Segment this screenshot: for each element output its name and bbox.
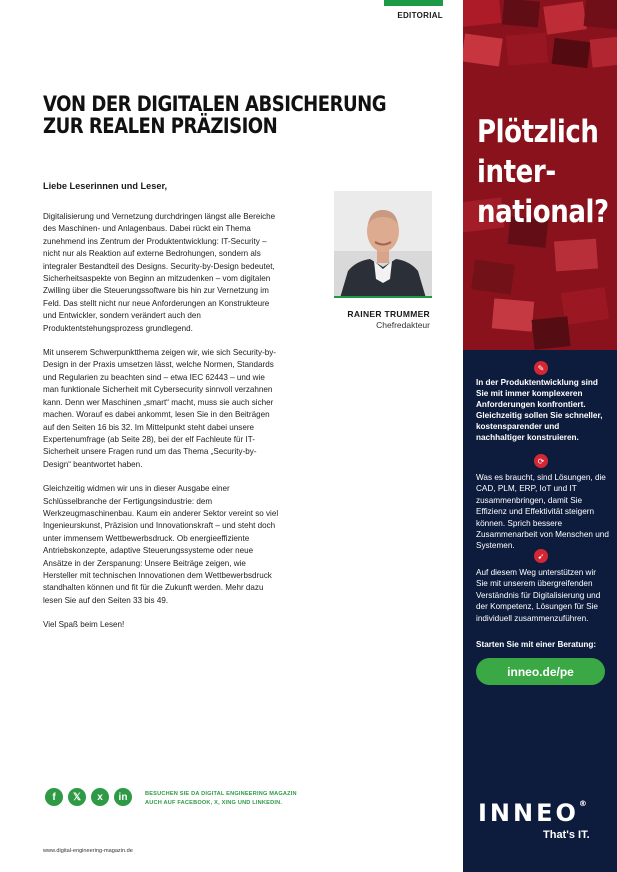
section-accent-bar — [384, 0, 443, 6]
pointer-icon: ➹ — [534, 549, 548, 563]
inneo-logo — [478, 799, 587, 827]
registered-mark: ® — [578, 799, 587, 808]
linkedin-icon[interactable]: in — [114, 788, 132, 806]
paragraph: Gleichzeitig widmen wir uns in dieser Ausgabe einer Schlüsselbranche der Fertigungsindustrie: dem Werkzeugmaschinenbau. Kaum ein anderer Sektor vereint so viel Ingenieurskunst, Präzision und Innovationskraft – und steht doch unter immensem Wettbewerbsdruck. Ob energieeffiziente Antriebskonzepte, adaptive Steuerungssysteme oder neue Ansätze in der Zerspanung: Unsere Beiträge zeigen, wie Hersteller mit technischen Innovationen dem Wettbewerbsdruck standhalten können und fit für die Zukunft werden. Mehr dazu lesen Sie auf den Seiten 33 bis 49. — [43, 484, 279, 605]
social-links — [45, 788, 132, 806]
ad-url-button[interactable]: inneo.de/pe — [476, 658, 605, 685]
photo-accent-line — [334, 296, 432, 298]
facebook-icon[interactable]: f — [45, 788, 63, 806]
ad-slogan: That's IT. — [543, 829, 590, 841]
cycle-icon: ⟳ — [534, 454, 548, 468]
page-title — [43, 93, 387, 137]
xing-icon[interactable]: x — [91, 788, 109, 806]
wrench-icon: ✎ — [534, 361, 548, 375]
advertisement — [463, 0, 617, 872]
social-callout-line: BESUCHEN SIE DA DIGITAL ENGINEERING MAGAZIN — [145, 791, 297, 797]
footer-url: www.digital-engineering-magazin.de — [43, 848, 133, 854]
ad-body-2: Auf diesem Weg unterstützen wir Sie mit unserem übergreifenden Verständnis für Digitalisierung und der Kompetenz, Lösungen für Sie individuell zusammenzuführen. — [476, 568, 601, 623]
ad-headline-line: national? — [477, 194, 609, 230]
ad-intro: In der Produktentwicklung sind Sie mit immer komplexeren Anforderungen konfrontiert. Gleichzeitig sollen Sie schneller, kostensparender und nachhaltiger konstruieren. — [476, 378, 603, 442]
ad-headline-line: inter- — [477, 154, 556, 190]
author-role: Chefredakteur — [376, 320, 430, 330]
ad-flags-background — [463, 0, 617, 350]
salutation: Liebe Leserinnen und Leser, — [43, 181, 168, 191]
ad-cta-text: Starten Sie mit einer Beratung: — [476, 640, 597, 649]
section-label: EDITORIAL — [397, 11, 443, 20]
author-photo — [334, 191, 432, 298]
paragraph: Digitalisierung und Vernetzung durchdringen längst alle Bereiche des Maschinen- und Anlagenbaus. Dabei rückt ein Thema zunehmend ins Zentrum der Produktentwicklung: IT-Security – nicht nur als Reaktion auf externe Bedrohungen, sondern als integraler Bestandteil des Designs. Security-by-Design bedeutet, Sicherheitsaspekte von Beginn an mitzudenken – vom digitalen Zwilling über die Steuerungssoftware bis hin zur Vernetzung im Feld. Das stellt nicht nur neue Anforderungen an Konstrukteure und Entwickler, sondern verändert auch den Produktentstehungsprozess grundlegend. — [43, 212, 276, 333]
portrait-illustration — [334, 191, 432, 298]
ad-headline-line: Plötzlich — [477, 114, 599, 150]
ad-body-1: Was es braucht, sind Lösungen, die CAD, PLM, ERP, IoT und IT zusammenbringen, damit Sie Effizienz und Effektivität steigern können. Sprich bessere Zusammenarbeit von Menschen und Systemen. — [476, 473, 609, 551]
logo-text: INNEO — [478, 799, 579, 827]
closing-line: Viel Spaß beim Lesen! — [43, 620, 125, 630]
social-callout — [145, 790, 297, 808]
author-name: RAINER TRUMMER — [347, 309, 430, 319]
paragraph: Mit unserem Schwerpunktthema zeigen wir, wie sich Security-by-Design in der Praxis umsetzen lässt, welche Normen, Standards und Regularien zu beachten sind – etwa IEC 62443 – und wie man funktionale Sicherheit mit Cybersecurity sinnvoll verzahnen kann. Denn wer Maschinen „smart“ macht, muss sie auch sicher machen. Worauf es dabei ankommt, lesen Sie in den Beiträgen auf den Seiten 16 bis 32. Im Mittelpunkt steht dabei unsere Expertenumfrage (ab Seite 28), bei der elf Fachleute für IT-Sicherheit unsere Fragen rund um das Thema „Security-by-Design“ beantwortet haben. — [43, 348, 277, 469]
title-line-1: VON DER DIGITALEN ABSICHERUNG — [43, 92, 387, 116]
ad-headline — [477, 112, 609, 232]
title-line-2: ZUR REALEN PRÄZISION — [43, 114, 278, 138]
x-icon[interactable]: 𝕏 — [68, 788, 86, 806]
social-callout-line: AUCH AUF FACEBOOK, X, XING UND LINKEDIN. — [145, 800, 283, 806]
editorial-text — [43, 211, 280, 644]
